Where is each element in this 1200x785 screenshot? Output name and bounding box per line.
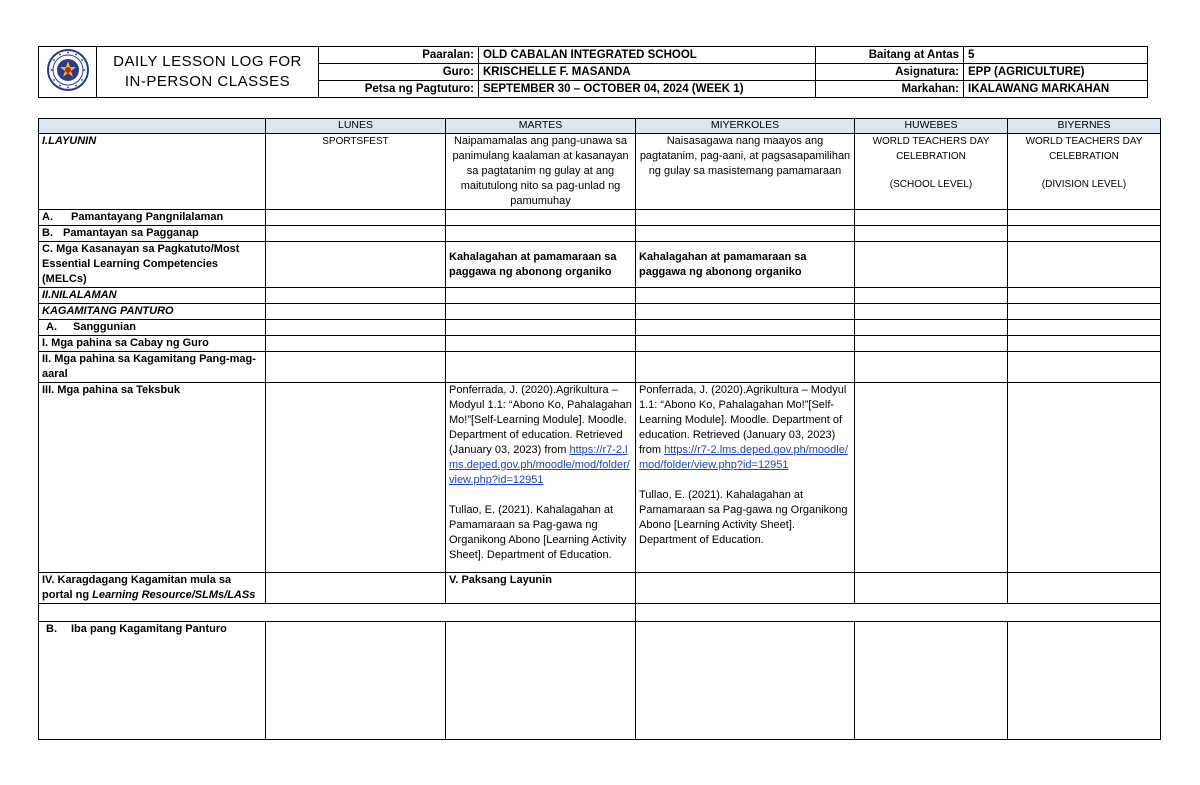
cabay-label: I. Mga pahina sa Cabay ng Guro [39, 336, 266, 352]
day-header-miyerkoles: MIYERKOLES [636, 119, 855, 134]
biyernes-level: (DIVISION LEVEL) [1041, 179, 1127, 190]
nilalaman-row [39, 288, 1161, 304]
deped-seal-icon [46, 48, 90, 92]
deped-logo-cell [39, 47, 97, 98]
day-header-lunes: LUNES [266, 119, 446, 134]
teksbuk-martes [446, 383, 636, 573]
karagdagang-row [39, 573, 1161, 604]
grade-label: Baitang at Antas [816, 47, 964, 64]
title-line-1: DAILY LESSON LOG FOR [113, 53, 302, 70]
kagamitang-panturo-row [39, 304, 1161, 320]
layunin-label: I.LAYUNIN [39, 134, 266, 210]
subject-label: Asignatura: [816, 64, 964, 81]
teksbuk-row [39, 383, 1161, 573]
kagamitang-panturo-label: KAGAMITANG PANTURO [39, 304, 266, 320]
teksbuk-label: III. Mga pahina sa Teksbuk [39, 383, 266, 573]
teksbuk-miyerkoles [636, 383, 855, 573]
layunin-biyernes [1008, 134, 1161, 210]
teksbuk-martes-link[interactable]: https://r7-2.lms.deped.gov.ph/moodle/mod/folder/view.php?id=12951 [449, 444, 630, 486]
layunin-huwebes [855, 134, 1008, 210]
day-header-huwebes: HUWEBES [855, 119, 1008, 134]
teksbuk-martes-ref2: Tullao, E. (2021). Kahalagahan at Pamamaraan sa Pag-gawa ng Organikong Abono [Learning Activity Sheet]. Department of Education. [449, 504, 627, 561]
teacher-label: Guro: [319, 64, 479, 81]
day-header-biyernes: BIYERNES [1008, 119, 1161, 134]
biyernes-event: WORLD TEACHERS DAY CELEBRATION [1025, 136, 1143, 162]
teksbuk-miyerkoles-link[interactable]: https://r7-2.lms.deped.gov.ph/moodle/mod/folder/view.php?id=12951 [639, 444, 848, 471]
huwebes-level: (SCHOOL LEVEL) [889, 179, 973, 190]
quarter-label: Markahan: [816, 81, 964, 98]
teacher-value: KRISCHELLE F. MASANDA [479, 64, 816, 81]
sanggunian-label: A. Sanggunian [39, 320, 266, 336]
pamantayang-pangnilalaman-label: A. Pamantayang Pangnilalaman [39, 210, 266, 226]
huwebes-event: WORLD TEACHERS DAY CELEBRATION [872, 136, 990, 162]
teksbuk-martes-ref1: Ponferrada, J. (2020).Agrikultura – Modyul 1.1: “Abono Ko, Pahalagahan Mo!”[Self-Learning Module]. Moodle. Department of education. Retrieved (January 03, 2023) from [449, 384, 632, 456]
pamantayang-pangnilalaman-row [39, 210, 1161, 226]
iba-pang-kagamitan-label: B. Iba pang Kagamitang Panturo [39, 622, 266, 740]
subject-value: EPP (AGRICULTURE) [964, 64, 1148, 81]
karagdagang-label: IV. Karagdagang Kagamitan mula sa portal ng Learning Resource/SLMs/LASs [39, 573, 266, 604]
day-header-blank [39, 119, 266, 134]
sanggunian-row [39, 320, 1161, 336]
kagamitang-pang-row [39, 352, 1161, 383]
layunin-martes: Naipamamalas ang pang-unawa sa panimulang kaalaman at kasanayan sa pagtatanim ng gulay at ang maitutulong nito sa pag-unlad ng pamumuhay [446, 134, 636, 210]
lesson-log-table [38, 118, 1161, 740]
kasanayan-miyerkoles: Kahalagahan at pamamaraan sa paggawa ng abonong organiko [636, 242, 855, 288]
iba-pang-kagamitan-row [39, 622, 1161, 740]
day-header-martes: MARTES [446, 119, 636, 134]
kasanayan-martes: Kahalagahan at pamamaraan sa paggawa ng abonong organiko [446, 242, 636, 288]
school-label: Paaralan: [319, 47, 479, 64]
grade-value: 5 [964, 47, 1148, 64]
cabay-row [39, 336, 1161, 352]
teksbuk-miyerkoles-ref1: Ponferrada, J. (2020).Agrikultura – Modyul 1.1: “Abono Ko, Pahalagahan Mo!”[Self-Learning Module]. Moodle. Department of education. Retrieved (January 03, 2023) from [639, 384, 847, 456]
layunin-lunes: SPORTSFEST [266, 134, 446, 210]
kasanayan-label: C. Mga Kasanayan sa Pagkatuto/Most Essential Learning Competencies (MELCs) [39, 242, 266, 288]
day-header-row [39, 119, 1161, 134]
quarter-value: IKALAWANG MARKAHAN [964, 81, 1148, 98]
spacer-row [39, 604, 1161, 622]
title-line-2: IN-PERSON CLASSES [124, 73, 291, 90]
date-value: SEPTEMBER 30 – OCTOBER 04, 2024 (WEEK 1) [479, 81, 816, 98]
teksbuk-miyerkoles-ref2: Tullao, E. (2021). Kahalagahan at Pamamaraan sa Pag-gawa ng Organikong Abono [Learning Activity Sheet]. Department of Education. [639, 489, 848, 546]
pamantayan-sa-pagganap-label: B. Pamantayan sa Pagganap [39, 226, 266, 242]
pamantayan-sa-pagganap-row [39, 226, 1161, 242]
kasanayan-row [39, 242, 1161, 288]
layunin-miyerkoles: Naisasagawa nang maayos ang pagtatanim, pag-aani, at pagsasapamilihan ng gulay sa masistemang pamamaraan [636, 134, 855, 210]
paksang-layunin: V. Paksang Layunin [446, 573, 636, 604]
date-label: Petsa ng Pagtuturo: [319, 81, 479, 98]
document-title [97, 47, 319, 98]
nilalaman-label: II.NILALAMAN [39, 288, 266, 304]
header-table [38, 46, 1148, 98]
school-value: OLD CABALAN INTEGRATED SCHOOL [479, 47, 816, 64]
layunin-row [39, 134, 1161, 210]
kagamitang-pang-label: II. Mga pahina sa Kagamitang Pang-mag-aaral [39, 352, 266, 383]
